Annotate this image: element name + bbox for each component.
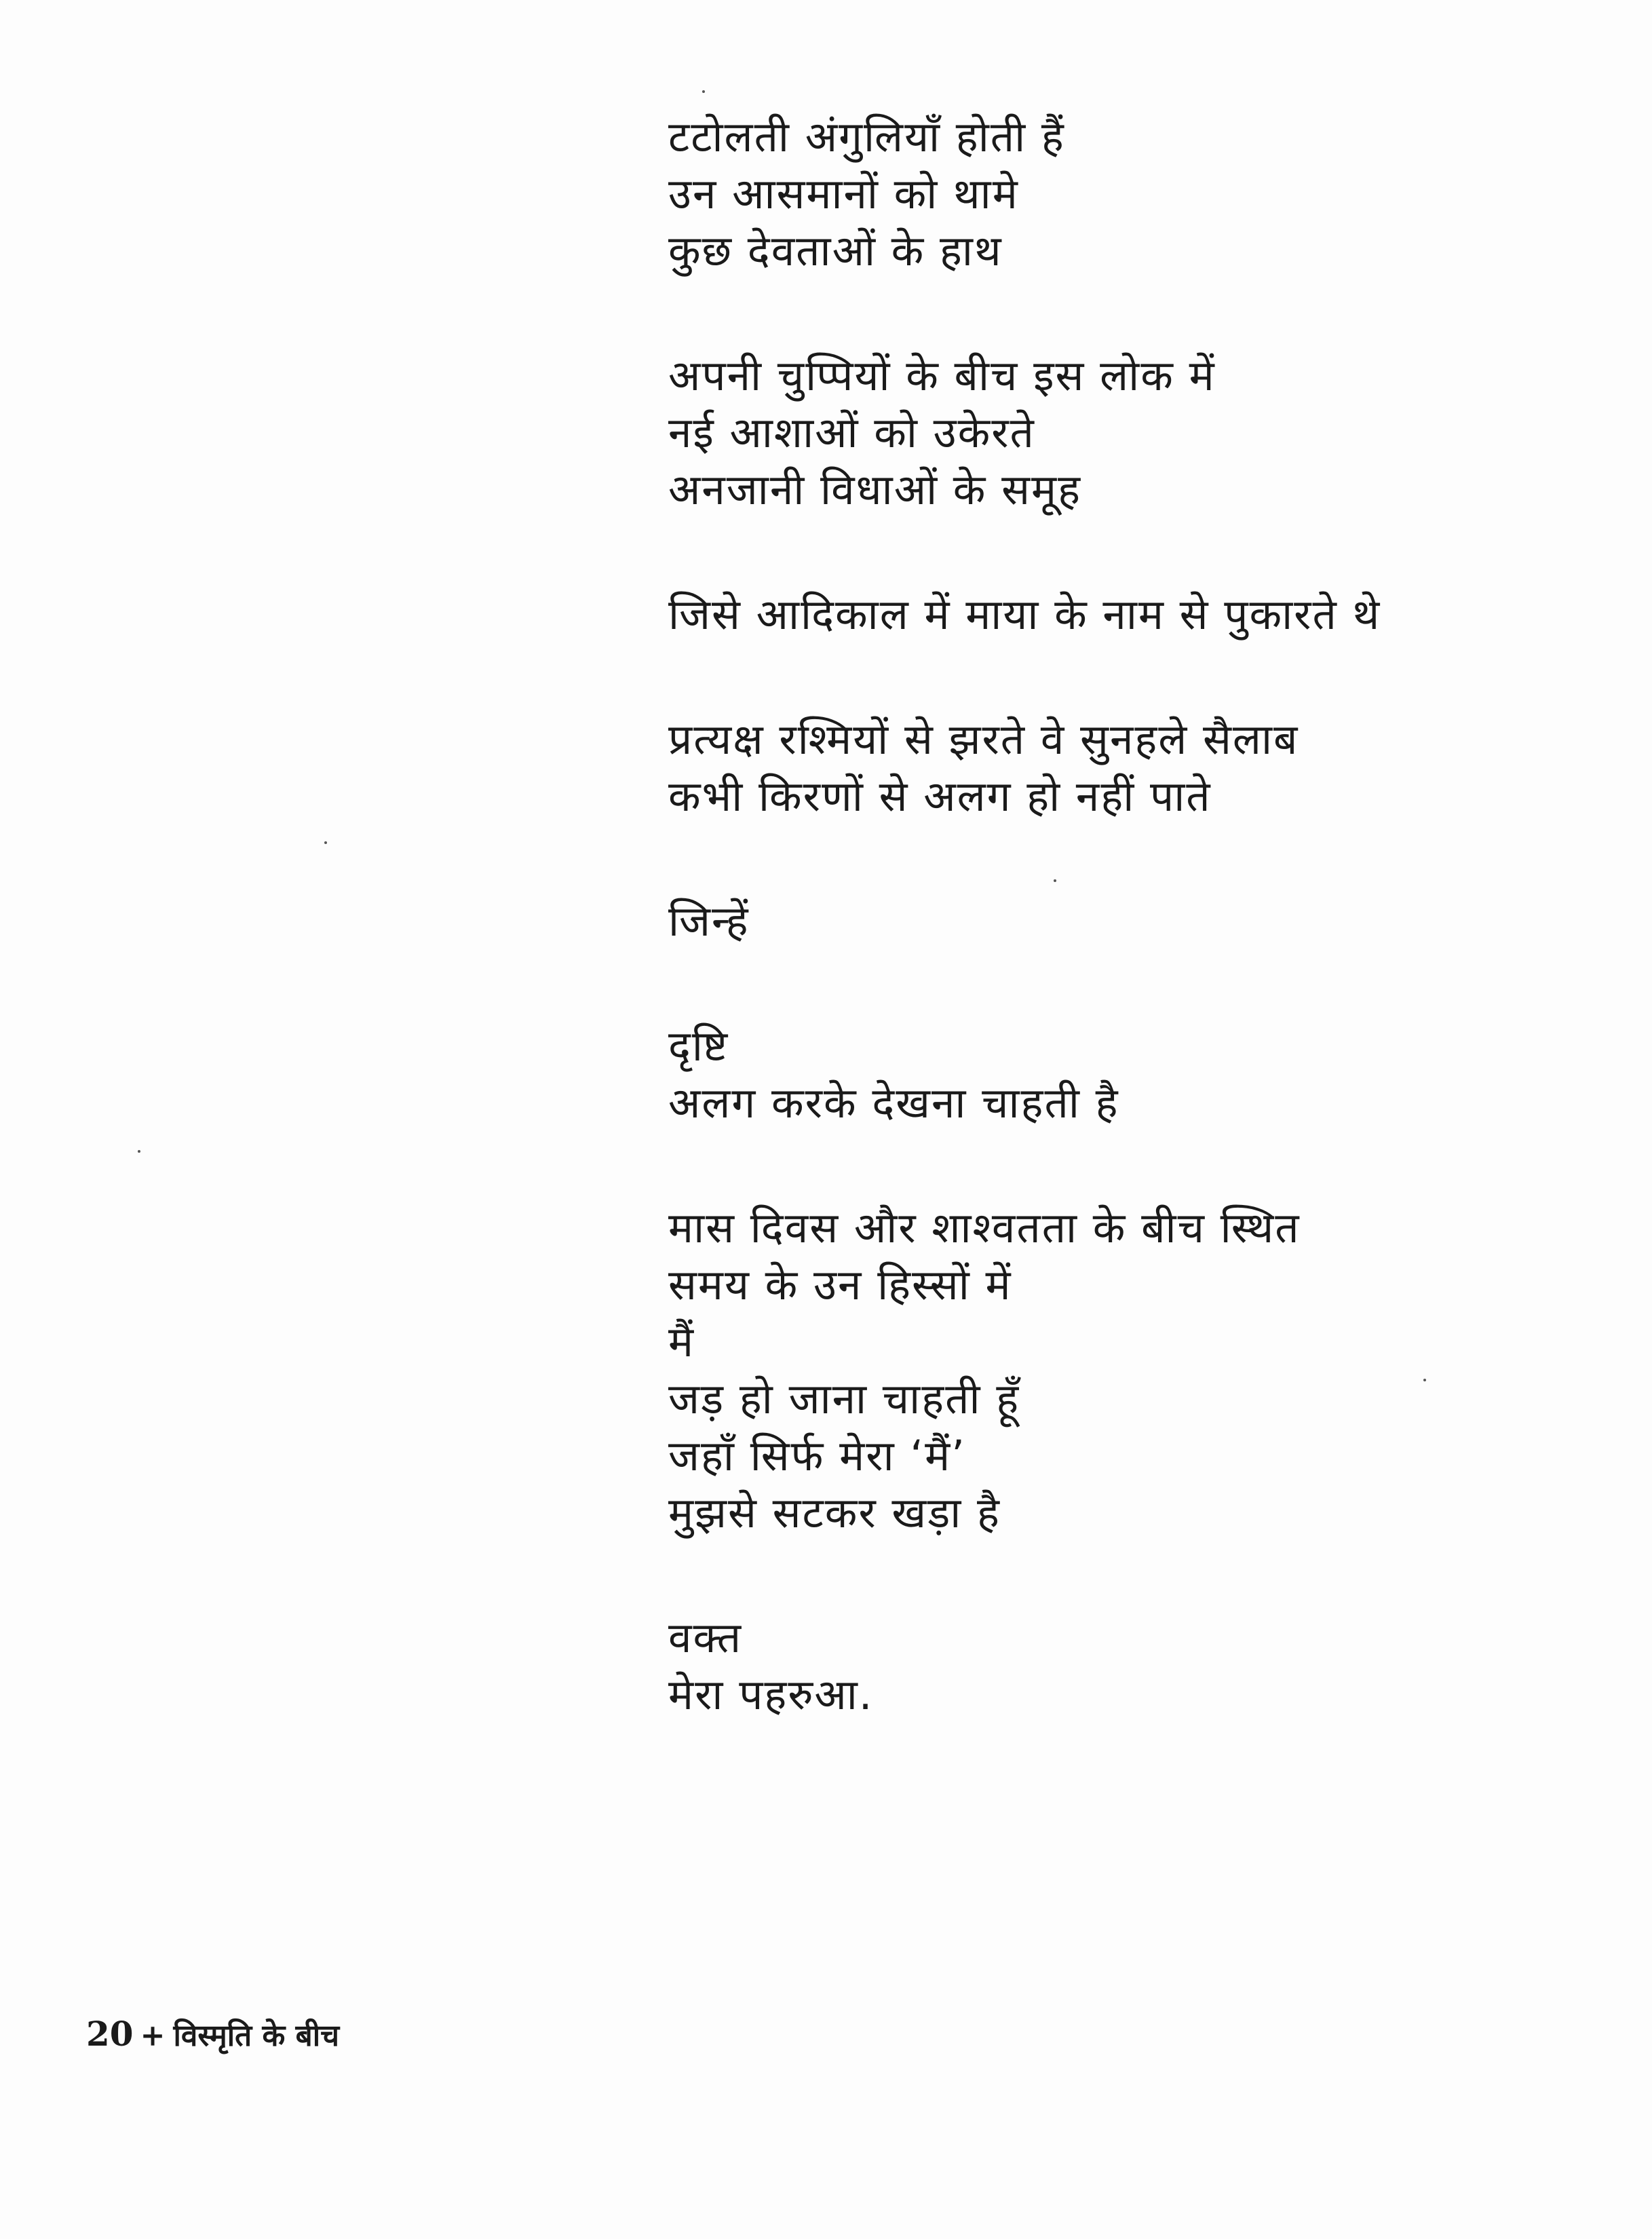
- poem-line: अनजानी विधाओं के समूह: [668, 465, 1082, 514]
- poem-line: मैं: [668, 1317, 695, 1366]
- footer-separator: +: [140, 2018, 166, 2053]
- scan-speck: [1423, 1379, 1426, 1381]
- poem-line: अलग करके देखना चाहती है: [668, 1078, 1119, 1128]
- poem-line: जिसे आदिकाल में माया के नाम से पुकारते थे: [668, 590, 1381, 639]
- poem-line: अपनी चुप्पियों के बीच इस लोक में: [668, 351, 1216, 400]
- scan-speck: [702, 90, 705, 93]
- poem-line: नई आशाओं को उकेरते: [668, 408, 1035, 457]
- stanza-5: [668, 893, 1550, 950]
- poem-line: जिन्हें: [668, 896, 750, 946]
- stanza-1: [668, 109, 1550, 280]
- poem-line: समय के उन हिस्सों में: [668, 1260, 1012, 1309]
- poem-line: मेरा पहरुआ.: [668, 1670, 874, 1719]
- poem-line: कुछ देवताओं के हाथ: [668, 226, 1003, 275]
- page-footer: [86, 2014, 339, 2054]
- poem-line: दृष्टि: [668, 1021, 729, 1071]
- scan-speck: [1054, 879, 1056, 882]
- stanza-2: [668, 347, 1550, 518]
- book-title: विस्मृति के बीच: [173, 2018, 340, 2053]
- stanza-8: [668, 1609, 1550, 1723]
- poem-line: जड़ हो जाना चाहती हूँ: [668, 1374, 1020, 1423]
- page-number: 20: [86, 2014, 134, 2054]
- scan-speck: [324, 841, 327, 844]
- poem-line: वक्त: [668, 1613, 743, 1662]
- poem-line: कभी किरणों से अलग हो नहीं पाते: [668, 771, 1212, 821]
- stanza-7: [668, 1200, 1550, 1542]
- poem-line: मुझसे सटकर खड़ा है: [668, 1488, 1001, 1537]
- poem-line: जहाँ सिर्फ मेरा ‘मैं’: [668, 1431, 966, 1480]
- poem-line: उन आसमानों को थामे: [668, 169, 1019, 218]
- stanza-4: [668, 711, 1550, 825]
- scan-speck: [138, 1150, 140, 1153]
- poem-line: मास दिवस और शाश्वतता के बीच स्थित: [668, 1203, 1301, 1252]
- poem-line: टटोलती अंगुलियाँ होती हैं: [668, 112, 1065, 161]
- stanza-3: [668, 586, 1550, 643]
- poem-body: [668, 109, 1550, 1791]
- stanza-6: [668, 1018, 1550, 1132]
- poem-line: प्रत्यक्ष रश्मियों से झरते वे सुनहले सैलाब: [668, 714, 1299, 764]
